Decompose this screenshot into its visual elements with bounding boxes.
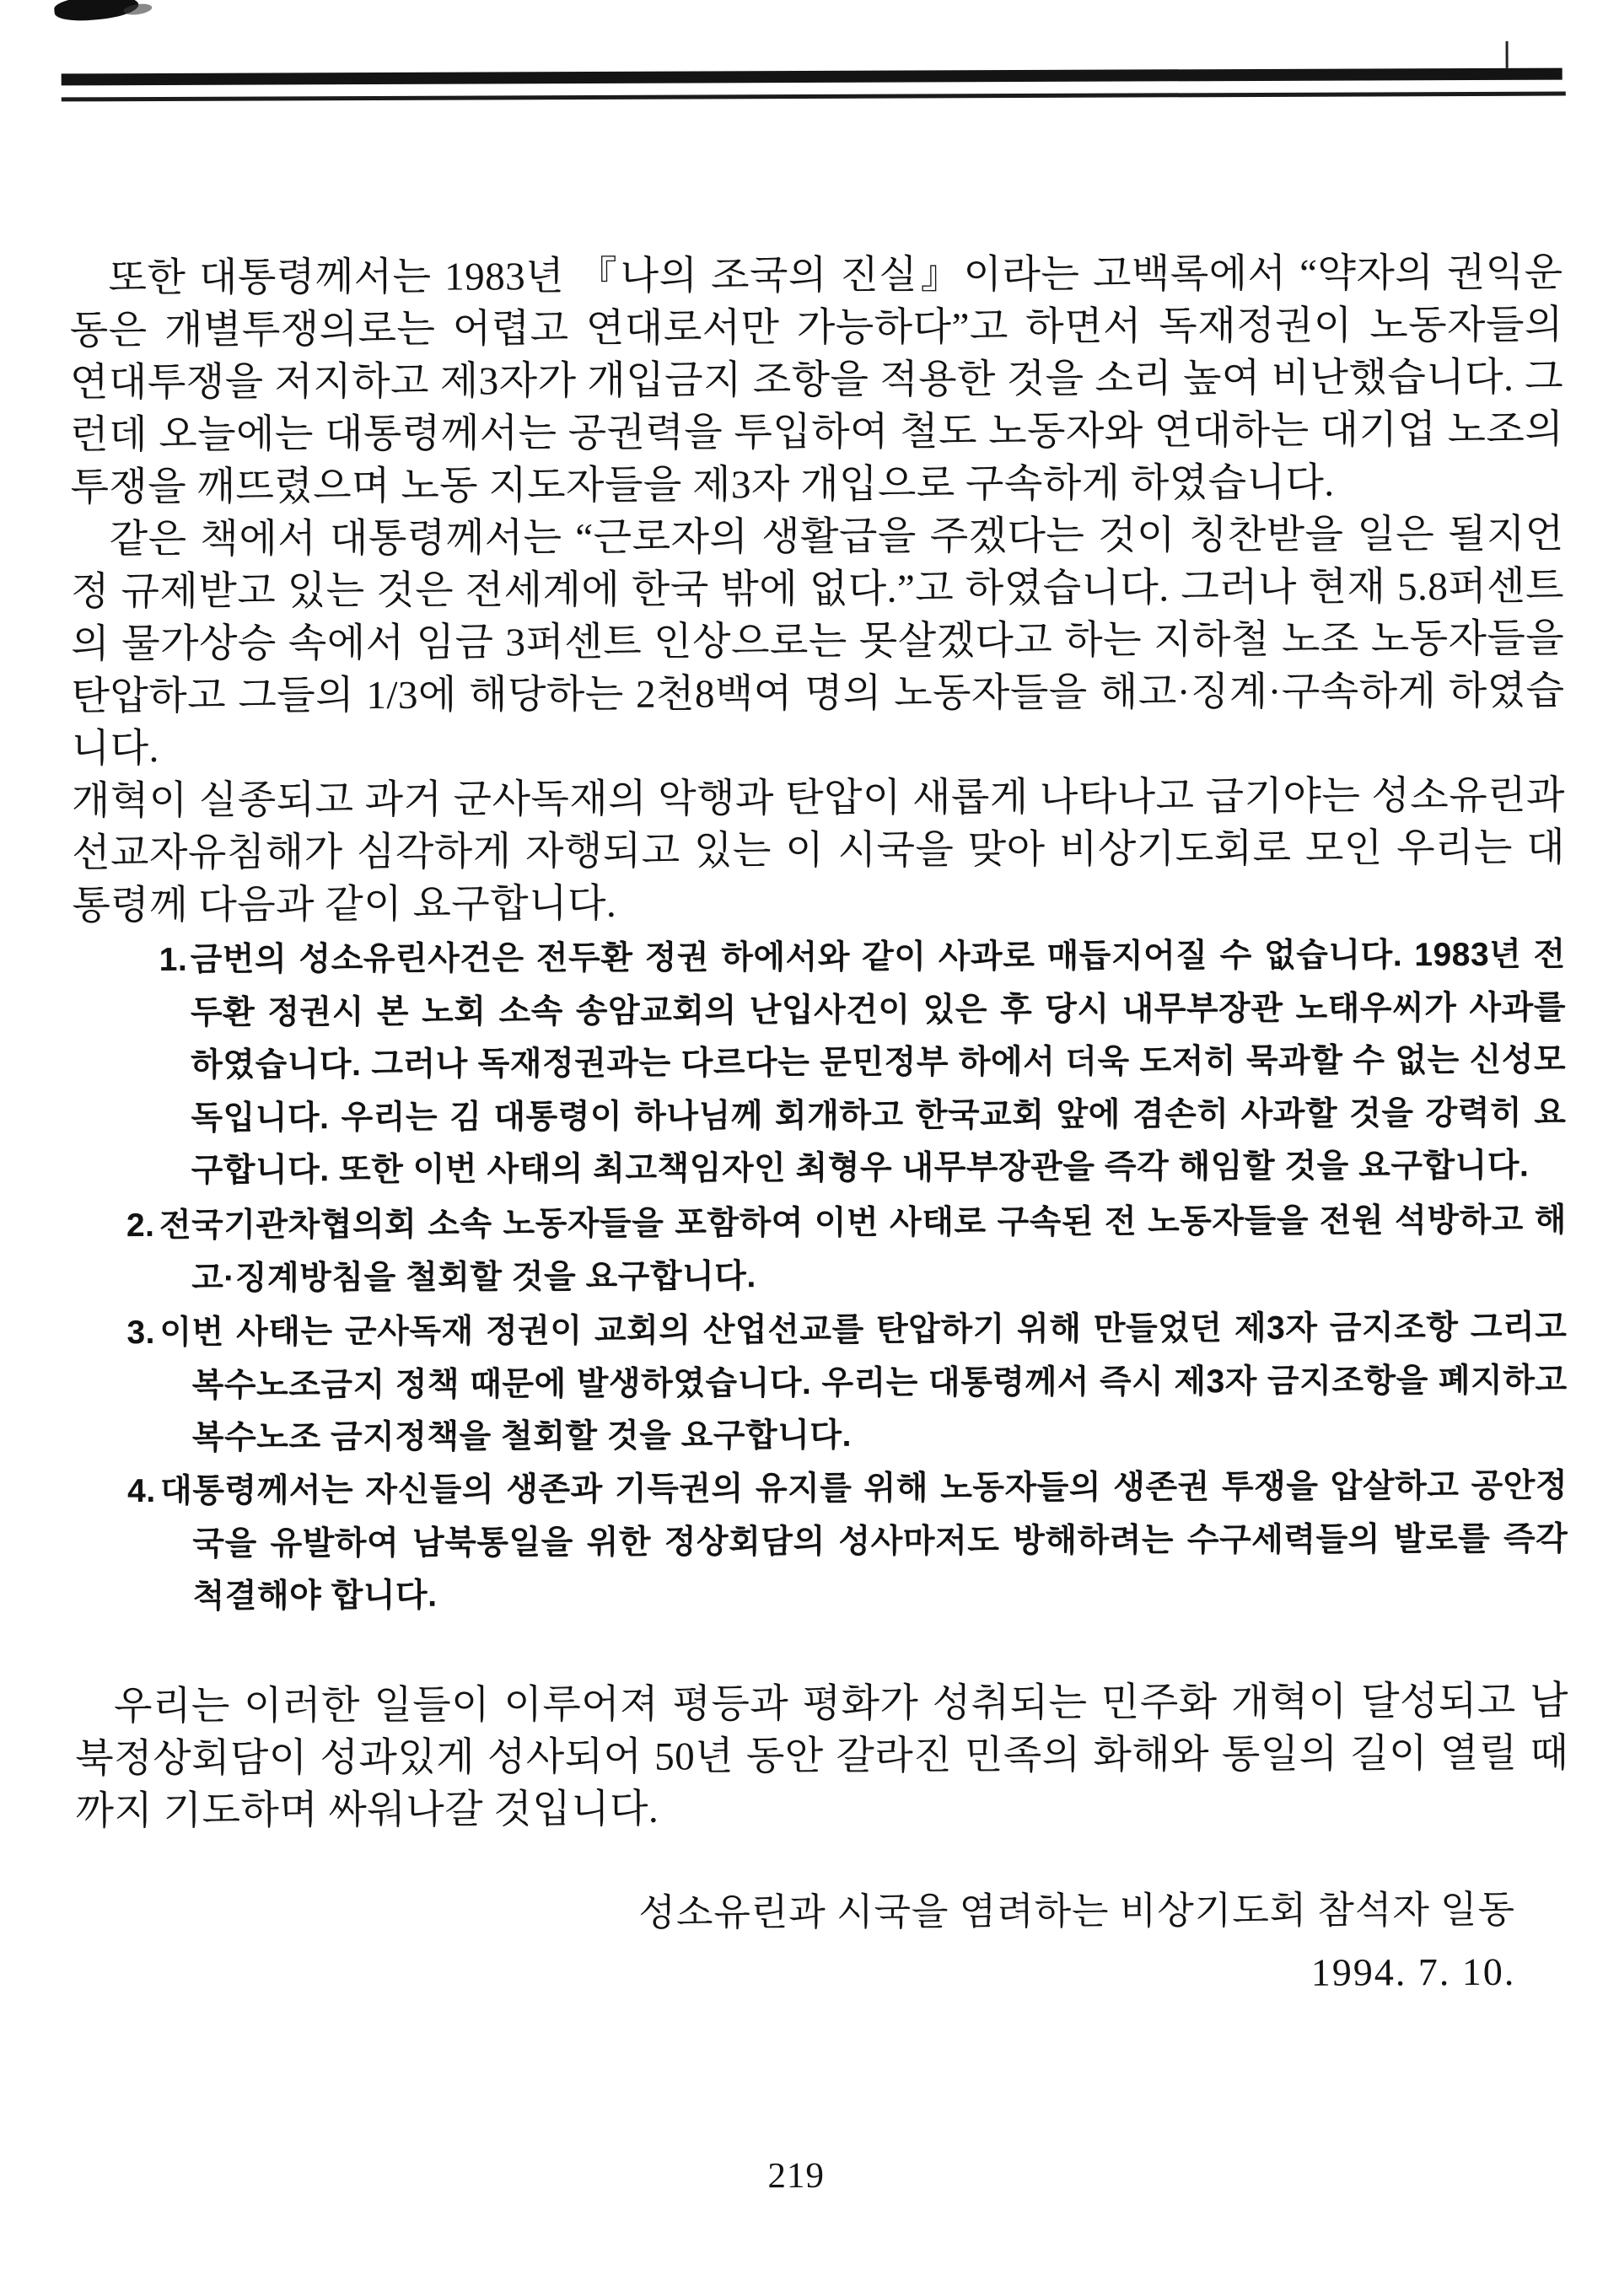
- demand-text: 이번 사태는 군사독재 정권이 교회의 산업선교를 탄압하기 위해 만들었던 제3자 금지조항 그리고 복수노조금지 정책 때문에 발생하였습니다. 우리는 대통령께서 즉시 제3자 금지조항을 폐지하고 복수노조 금지정책을 철회할 것을 요구합니다.: [159, 1309, 1568, 1456]
- header-rule-thick: [62, 68, 1563, 86]
- demand-item-2: [2, 1195, 1567, 1306]
- paragraph-2: 같은 책에서 대통령께서는 “근로자의 생활급을 주겠다는 것이 칭찬받을 일은 될지언정 규제받고 있는 것은 전세계에 한국 밖에 없다.”고 하였습니다. 그러나 현재 5.8퍼센트의 물가상승 속에서 임금 3퍼센트 인상으로는 못살겠다고 하는 지하철 노조 노동자들을 탄압하고 그들의 1/3에 해당하는 2천8백여 명의 노동자들을 해고·징계·구속하게 하였습니다.: [70, 512, 1565, 772]
- demand-item-3: [2, 1302, 1568, 1466]
- demand-number: 4.: [127, 1472, 156, 1510]
- body-paragraphs: [69, 247, 1565, 933]
- page-number: 219: [767, 2155, 826, 2197]
- paragraph-1: 또한 대통령께서는 1983년 『나의 조국의 진실』이라는 고백록에서 “약자의 권익운동은 개별투쟁의로는 어렵고 연대로서만 가능하다”고 하면서 독재정권이 노동자들의 연대투쟁을 저지하고 제3자가 개입금지 조항을 적용한 것을 소리 높여 비난했습니다. 그런데 오늘에는 대통령께서는 공권력을 투입하여 철도 노동자와 연대하는 대기업 노조의 투쟁을 깨뜨렸으며 노동 지도자들을 제3자 개입으로 구속하게 하였습니다.: [69, 250, 1564, 510]
- demand-item-1: [1, 929, 1567, 1199]
- header-rule-thin: [62, 92, 1566, 102]
- paragraph-3: 개혁이 실종되고 과거 군사독재의 악행과 탄압이 새롭게 나타나고 급기야는 성소유린과 선교자유침해가 심각하게 자행되고 있는 이 시국을 맞아 비상기도회로 모인 우리는 대통령께 다음과 같이 요구합니다.: [71, 773, 1566, 928]
- date-line: 1994. 7. 10.: [1310, 1949, 1516, 1994]
- scan-tick-artifact: [1506, 41, 1509, 68]
- demand-text: 금번의 성소유린사건은 전두환 정권 하에서와 같이 사과로 매듭지어질 수 없습니다. 1983년 전두환 정권시 본 노회 소속 송암교회의 난입사건이 있은 후 당시 내무부장관 노태우씨가 사과를 하였습니다. 그러나 독재정권과는 다르다는 문민정부 하에서 더욱 도저히 묵과할 수 없는 신성모독입니다. 우리는 김 대통령이 하나님께 회개하고 한국교회 앞에 겸손히 사과할 것을 강력히 요구합니다. 또한 이번 사태의 최고책임자인 최형우 내무부장관을 즉각 해임할 것을 요구합니다.: [190, 936, 1567, 1189]
- signature-line: 성소유린과 시국을 염려하는 비상기도회 참석자 일동: [638, 1888, 1516, 1934]
- demand-text: 대통령께서는 자신들의 생존과 기득권의 유지를 위해 노동자들의 생존권 투쟁을 압살하고 공안정국을 유발하여 남북통일을 위한 정상회담의 성사마저도 방해하려는 수구세력들의 발로를 즉각 척결해야 합니다.: [160, 1467, 1568, 1615]
- closing-paragraph: 우리는 이러한 일들이 이루어져 평등과 평화가 성취되는 민주화 개혁이 달성되고 남북정상회담이 성과있게 성사되어 50년 동안 갈라진 민족의 화해와 통일의 길이 열릴 때까지 기도하며 싸워나갈 것입니다.: [75, 1679, 1569, 1834]
- demand-text: 전국기관차협의회 소속 노동자들을 포함하여 이번 사태로 구속된 전 노동자들을 전원 석방하고 해고·징계방침을 철회할 것을 요구합니다.: [159, 1202, 1567, 1297]
- demand-item-4: [3, 1460, 1568, 1625]
- demand-number: 1.: [159, 941, 188, 978]
- demand-number: 3.: [126, 1314, 156, 1352]
- demand-number: 2.: [126, 1207, 155, 1245]
